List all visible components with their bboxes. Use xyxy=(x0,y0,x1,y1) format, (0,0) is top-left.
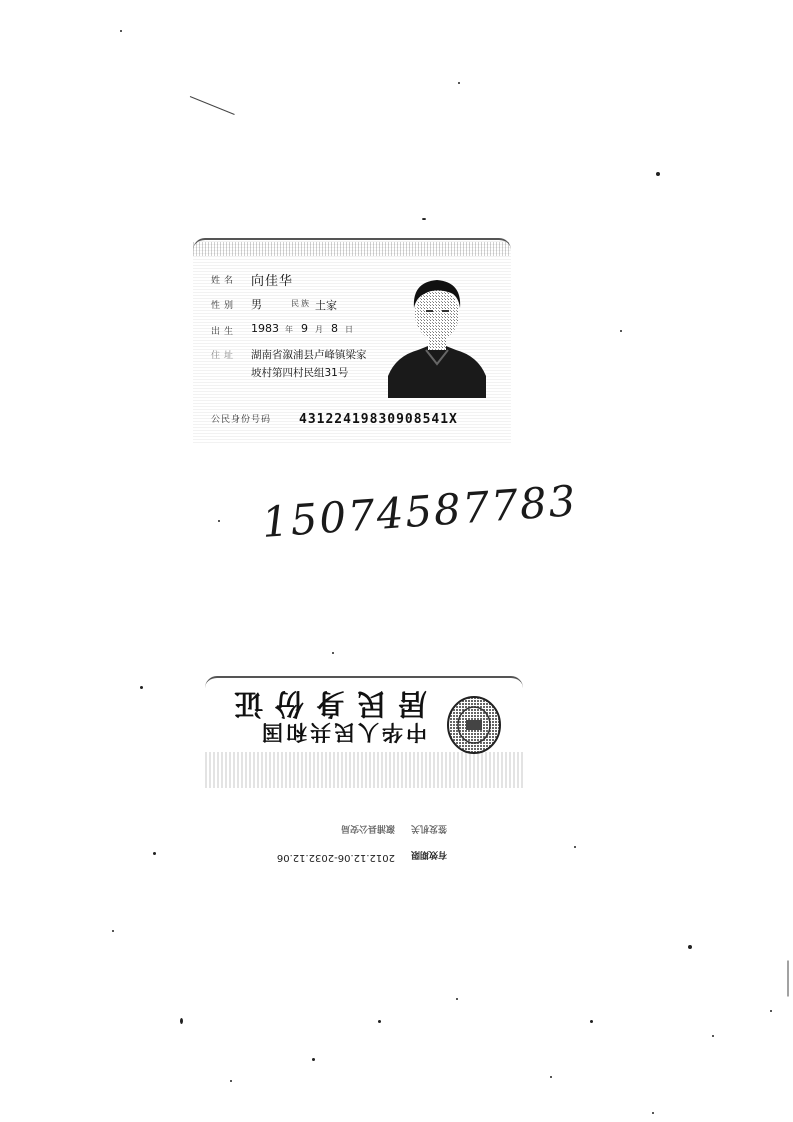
scan-speck xyxy=(770,1010,772,1012)
birth-month: 9 xyxy=(301,322,308,335)
handwritten-phone-number: 15074587783 xyxy=(260,476,579,547)
birth-year: 1983 xyxy=(251,322,279,335)
authority-value: 溆浦县公安局 xyxy=(340,823,395,833)
ethnic-value: 土家 xyxy=(315,299,337,312)
national-emblem-icon xyxy=(445,694,503,756)
scan-speck xyxy=(180,1018,183,1024)
scan-stroke xyxy=(788,961,789,997)
scan-speck xyxy=(378,1020,381,1023)
scan-speck xyxy=(153,852,156,855)
day-char: 日 xyxy=(345,325,355,334)
birth-day: 8 xyxy=(331,322,338,335)
scan-speck xyxy=(458,82,460,84)
ethnic-label: 民族 xyxy=(291,299,311,308)
scan-speck xyxy=(312,1058,315,1061)
year-char: 年 xyxy=(285,325,295,334)
validity-value: 2012.12.06-2032.12.06 xyxy=(276,852,395,863)
card-title: 居民身份证 xyxy=(221,687,427,721)
id-card-back xyxy=(205,676,523,874)
birth-label: 出生 xyxy=(211,327,238,337)
scan-speck xyxy=(112,930,114,932)
card-top-band xyxy=(193,242,511,256)
scan-speck xyxy=(218,520,220,522)
card-back-rotated-content xyxy=(205,678,523,876)
scan-speck xyxy=(590,1020,593,1023)
address-label: 住址 xyxy=(211,351,238,361)
sex-value: 男 xyxy=(251,298,262,311)
scan-speck xyxy=(120,30,122,32)
name-value: 向佳华 xyxy=(251,274,294,289)
scan-speck xyxy=(688,945,692,949)
id-card-front xyxy=(193,238,511,443)
scan-speck xyxy=(574,846,576,848)
country-name: 中华人民共和国 xyxy=(259,720,427,745)
portrait-photo xyxy=(388,272,486,398)
scan-stroke xyxy=(190,96,235,115)
scan-speck xyxy=(712,1035,714,1037)
month-char: 月 xyxy=(315,325,325,334)
authority-label: 签发机关 xyxy=(410,823,447,833)
sex-label: 性别 xyxy=(211,301,238,311)
scan-speck xyxy=(456,998,458,1000)
pattern-band xyxy=(205,752,523,788)
validity-label: 有效期限 xyxy=(410,849,447,859)
scan-speck xyxy=(332,652,334,654)
name-label: 姓名 xyxy=(211,276,238,286)
address-line-2: 坡村第四村民组31号 xyxy=(251,367,349,379)
id-number: 43122419830908541X xyxy=(299,412,458,427)
scan-speck xyxy=(422,218,426,220)
scan-speck xyxy=(140,686,143,689)
scan-speck xyxy=(620,330,622,332)
scan-speck xyxy=(230,1080,232,1082)
scan-speck xyxy=(656,172,660,176)
scan-speck xyxy=(652,1112,654,1114)
scan-speck xyxy=(550,1076,552,1078)
portrait-image xyxy=(388,272,486,398)
id-number-label: 公民身份号码 xyxy=(211,415,272,425)
address-line-1: 湖南省溆浦县卢峰镇梁家 xyxy=(251,349,367,361)
